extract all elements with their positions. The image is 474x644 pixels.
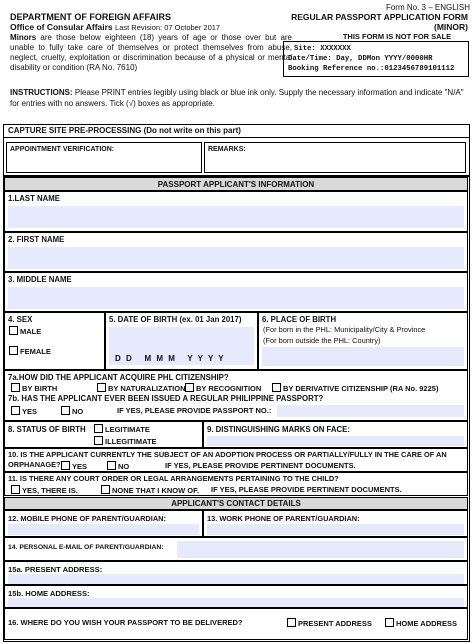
q7a-label: 7a.HOW DID THE APPLICANT ACQUIRE PHL CITIZENSHIP? (8, 373, 229, 382)
last-name-input[interactable] (8, 206, 464, 228)
capture-site-box (3, 124, 470, 176)
present-address-cell (4, 561, 468, 585)
dob-format: D D M M M Y Y Y Y (115, 354, 226, 363)
applicant-info-heading: PASSPORT APPLICANT'S INFORMATION (4, 177, 468, 191)
female-option[interactable] (9, 346, 51, 356)
work-parent-input[interactable] (207, 524, 464, 535)
q7b-no-checkbox[interactable] (61, 406, 70, 415)
by-birth-label: BY BIRTH (22, 384, 58, 393)
home-address-input[interactable] (8, 598, 464, 607)
male-checkbox[interactable] (9, 326, 18, 335)
male-option[interactable] (9, 326, 41, 336)
q16-label: 16. WHERE DO YOU WISH YOUR PASSPORT TO BE DELIVERED? (8, 618, 243, 627)
q7b-label: 7b. HAS THE APPLICANT EVER BEEN ISSUED A REGULAR PHILIPPINE PASSPORT? (8, 394, 324, 403)
first-name-cell (4, 232, 468, 272)
legitimate-option[interactable] (94, 424, 150, 434)
home-address-cell (4, 585, 468, 608)
q7b-no-label: NO (72, 407, 84, 416)
by-recognition-label: BY RECOGNITION (196, 384, 262, 393)
sex-label: 4. SEX (8, 315, 33, 324)
middle-name-cell (4, 272, 468, 312)
pob-abroad-hint: (For born outside the PHL: Country) (263, 336, 381, 345)
office-line (10, 22, 292, 33)
present-address-label: 15a. PRESENT ADDRESS: (8, 565, 103, 574)
by-naturalization-checkbox[interactable] (97, 383, 106, 392)
female-checkbox[interactable] (9, 346, 18, 355)
delivery-cell (4, 608, 468, 640)
pob-phl-hint: (For born in the PHL: Municipality/City & Province (263, 325, 426, 334)
illegitimate-option[interactable] (94, 436, 157, 446)
dob-cell (105, 312, 258, 370)
mobile-parent-cell (4, 510, 203, 537)
q10-label: 10. IS THE APPLICANT CURRENTLY THE SUBJECT OF AN ADOPTION PROCESS OR PARTIALLY/FULLY IN THE CARE OF AN ORPHANAGE? (8, 450, 447, 469)
instructions-text: Please PRINT entries legibly using black or blue ink only. Supply the necessary information and indicate "N/A" for entries with no answers. Tick (√) boxes as appropriate. (10, 88, 464, 108)
first-name-input[interactable] (8, 247, 464, 269)
q11-yes-label: YES, THERE IS. (22, 486, 78, 495)
by-naturalization-label: BY NATURALIZATION (108, 384, 186, 393)
by-birth-option[interactable] (11, 383, 57, 393)
deliver-home-option[interactable] (385, 618, 457, 628)
marks-cell (203, 421, 468, 448)
q11-yes-option[interactable] (11, 485, 78, 495)
email-parent-cell (4, 537, 468, 561)
status-birth-cell (4, 421, 203, 448)
pob-input[interactable] (262, 347, 464, 366)
q7b-yes-label: YES (22, 407, 38, 416)
site-line: Site: XXXXXXX (294, 45, 351, 53)
middle-name-input[interactable] (8, 287, 464, 309)
illegitimate-checkbox[interactable] (94, 436, 103, 445)
marks-input[interactable] (207, 436, 464, 446)
q11-none-label: NONE THAT I KNOW OF. (112, 486, 199, 495)
q11-if-yes: IF YES, PLEASE PROVIDE PERTINENT DOCUMENTS. (211, 485, 402, 494)
datetime-line: Date/Time: Day, DDMon YYYY/0000HR (288, 55, 433, 63)
by-derivative-option[interactable] (272, 383, 438, 393)
q10-yes-checkbox[interactable] (61, 461, 70, 470)
office-name: Office of Consular Affairs (10, 22, 113, 32)
home-address-label: 15b. HOME ADDRESS: (8, 589, 90, 598)
department-name: DEPARTMENT OF FOREIGN AFFAIRS (10, 12, 171, 22)
deliver-home-label: HOME ADDRESS (396, 619, 457, 628)
instructions-label: INSTRUCTIONS: (10, 88, 73, 97)
pob-cell (258, 312, 468, 370)
q11-none-option[interactable] (101, 485, 199, 495)
deliver-present-label: PRESENT ADDRESS (298, 619, 372, 628)
instructions (10, 87, 472, 109)
contact-details-heading: APPLICANT'S CONTACT DETAILS (4, 497, 468, 510)
pob-label: 6. PLACE OF BIRTH (262, 315, 337, 324)
legitimate-label: LEGITIMATE (105, 425, 150, 434)
by-derivative-label: BY DERIVATIVE CITIZENSHIP (RA No. 9225) (283, 384, 439, 393)
work-parent-label: 13. WORK PHONE OF PARENT/GUARDIAN: (207, 514, 360, 523)
present-address-input[interactable] (8, 574, 464, 584)
mobile-parent-label: 12. MOBILE PHONE OF PARENT/GUARDIAN: (8, 514, 166, 523)
email-parent-input[interactable] (177, 541, 464, 558)
q7b-yes-option[interactable] (11, 406, 37, 416)
minors-definition (10, 33, 292, 73)
remarks-cell[interactable] (204, 142, 466, 173)
dob-label: 5. DATE OF BIRTH (ex. 01 Jan 2017) (109, 315, 242, 324)
illegitimate-label: ILLEGITIMATE (105, 437, 157, 446)
by-derivative-checkbox[interactable] (272, 383, 281, 392)
sex-cell (4, 312, 105, 370)
legitimate-checkbox[interactable] (94, 424, 103, 433)
last-name-cell (4, 191, 468, 232)
first-name-label: 2. FIRST NAME (8, 235, 65, 244)
court-order-cell (4, 472, 468, 496)
appointment-verification-cell[interactable] (6, 142, 202, 173)
booking-line: Booking Reference no.:0123456789101112 (288, 65, 455, 73)
by-naturalization-option[interactable] (97, 383, 186, 393)
header-right (274, 3, 474, 41)
q10-no-label: NO (118, 462, 130, 471)
q11-label: 11. IS THERE ANY COURT ORDER OR LEGAL ARRANGEMENTS PERTAINING TO THE CHILD? (8, 474, 339, 483)
passport-no-input[interactable] (277, 405, 464, 417)
marks-label: 9. DISTINGUISHING MARKS ON FACE: (207, 425, 350, 434)
deliver-present-option[interactable] (287, 618, 372, 628)
form-title: REGULAR PASSPORT APPLICATION FORM (MINOR) (291, 12, 468, 32)
by-recognition-checkbox[interactable] (185, 383, 194, 392)
q10-if-yes: IF YES, PLEASE PROVIDE PERTINENT DOCUMENTS. (165, 461, 356, 470)
q10-yes-option[interactable] (61, 461, 87, 471)
capture-site-title: CAPTURE SITE PRE-PROCESSING (Do not write on this part) (4, 125, 469, 138)
site-info-box (283, 41, 469, 77)
by-birth-checkbox[interactable] (11, 383, 20, 392)
minors-bold: Minors (10, 33, 37, 42)
q10-no-option[interactable] (107, 461, 129, 471)
by-recognition-option[interactable] (185, 383, 261, 393)
middle-name-label: 3. MIDDLE NAME (8, 275, 72, 284)
header-left (10, 12, 292, 73)
remarks-label: REMARKS: (208, 146, 246, 153)
form-number: Form No. 3 – ENGLISH (385, 3, 470, 12)
work-parent-cell (203, 510, 468, 537)
applicant-form (3, 176, 470, 642)
appointment-verification-label: APPOINTMENT VERIFICATION: (10, 146, 115, 153)
citizenship-cell (4, 370, 468, 421)
q7b-no-option[interactable] (61, 406, 83, 416)
deliver-present-checkbox[interactable] (287, 618, 296, 627)
last-revision: Last Revision: 07 October 2017 (115, 23, 221, 32)
deliver-home-checkbox[interactable] (385, 618, 394, 627)
q10-no-checkbox[interactable] (107, 461, 116, 470)
q11-none-checkbox[interactable] (101, 485, 110, 494)
male-label: MALE (20, 327, 42, 336)
status-birth-label: 8. STATUS OF BIRTH (8, 425, 86, 434)
q7b-if-yes: IF YES, PLEASE PROVIDE PASSPORT NO.: (117, 406, 272, 415)
q11-yes-checkbox[interactable] (11, 485, 20, 494)
q7b-yes-checkbox[interactable] (11, 406, 20, 415)
q10-yes-label: YES (72, 462, 88, 471)
last-name-label: 1.LAST NAME (8, 194, 60, 203)
minors-text: are those below eighteen (18) years of age or those over but are unable to fully take care of themselves or protect themselves from abuse, neglect, cruelty, exploitation or discrimination because of a physical or mental disability or condition (RA No. 7610) (10, 33, 292, 72)
email-parent-label: 14. PERSONAL E-MAIL OF PARENT/GUARDIAN: (8, 544, 164, 551)
adoption-cell (4, 448, 468, 472)
female-label: FEMALE (20, 347, 51, 356)
mobile-parent-input[interactable] (8, 524, 199, 535)
not-for-sale-note: THIS FORM IS NOT FOR SALE (342, 32, 452, 41)
